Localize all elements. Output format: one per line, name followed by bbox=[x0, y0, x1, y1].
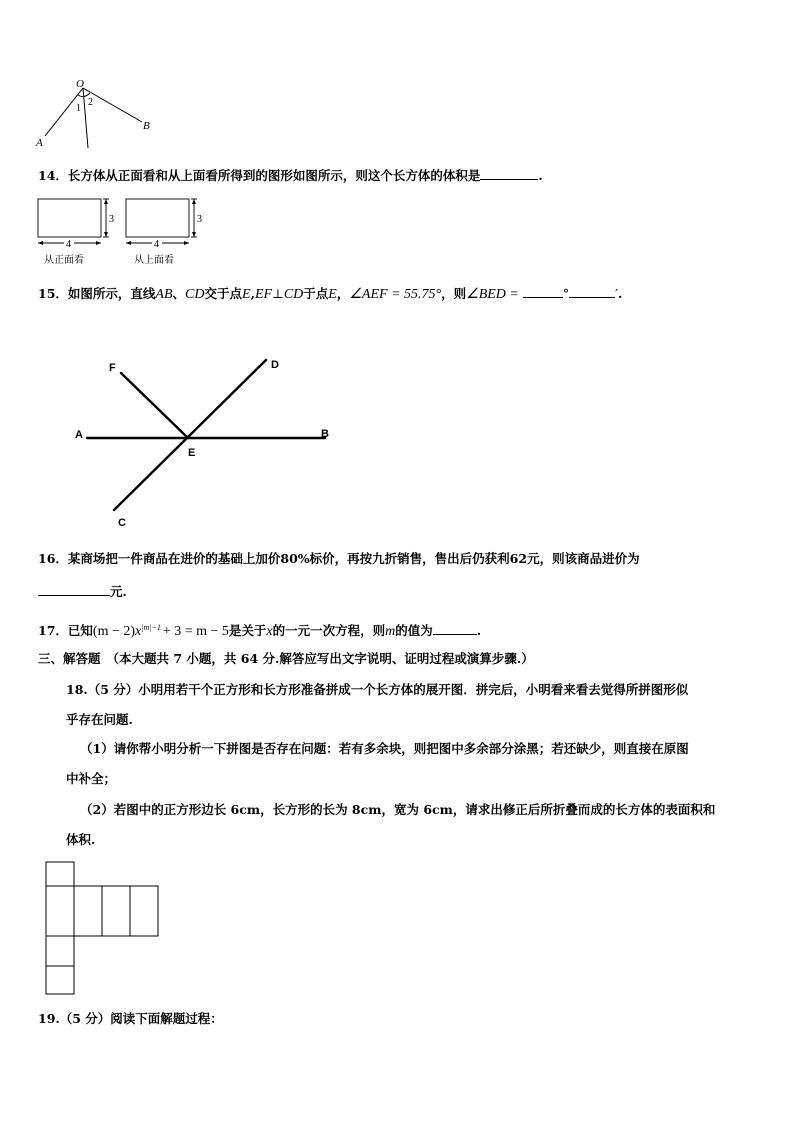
top-view-rect bbox=[126, 199, 189, 237]
label-F: F bbox=[109, 362, 116, 374]
top-view-caption: 从上面看 bbox=[134, 255, 174, 266]
front-width-label: 4 bbox=[66, 239, 71, 250]
label-B: B bbox=[143, 120, 150, 132]
question-18-line1: 18.（5 分）小明用若干个正方形和长方形准备拼成一个长方体的展开图．拼完后，小明看来看去觉得所拼图形似 bbox=[66, 682, 689, 697]
ray-EF bbox=[121, 373, 188, 438]
label-B: B bbox=[321, 428, 329, 440]
label-A: A bbox=[36, 137, 43, 149]
answer-blank[interactable] bbox=[480, 167, 538, 180]
top-width-label: 4 bbox=[154, 239, 159, 250]
net-top-square bbox=[46, 862, 74, 886]
degree-blank[interactable] bbox=[523, 285, 563, 298]
net-rect-3 bbox=[102, 886, 130, 936]
minute-blank[interactable] bbox=[569, 285, 615, 298]
question-14: 14．长方体从正面看和从上面看所得到的图形如图所示，则这个长方体的体积是 . bbox=[38, 168, 543, 183]
net-rect-4 bbox=[130, 886, 158, 936]
answer-blank[interactable] bbox=[38, 583, 110, 596]
top-height-label: 3 bbox=[197, 214, 202, 225]
net-rect-2 bbox=[74, 886, 102, 936]
question-18-line2: 乎存在问题. bbox=[66, 712, 133, 727]
q15-lines-figure bbox=[70, 352, 340, 532]
net-lower-rect bbox=[46, 936, 74, 966]
question-15: 15．如图所示，直线AB、CD交于点E,EF⊥CD于点E，∠AEF = 55.75°，则∠BED = ° ′. bbox=[38, 286, 623, 302]
label-angle-2: 2 bbox=[88, 97, 93, 108]
question-18-part1-line1: （1）请你帮小明分析一下拼图是否存在问题：若有多余块，则把图中多余部分涂黑；若还缺少，则直接在原图 bbox=[80, 741, 689, 756]
q13-angle-figure bbox=[30, 76, 160, 150]
front-view-rect bbox=[38, 199, 101, 237]
net-left-rect bbox=[46, 886, 74, 936]
section-3-heading: 三、解答题 （本大题共 7 小题，共 64 分.解答应写出文字说明、证明过程或演算步骤.） bbox=[38, 651, 534, 666]
label-angle-1: 1 bbox=[76, 103, 81, 114]
line-CD bbox=[114, 360, 266, 510]
label-A: A bbox=[75, 429, 83, 441]
q18-net-figure bbox=[42, 858, 164, 1000]
question-16-line2: 元. bbox=[38, 583, 127, 601]
net-bottom-square bbox=[46, 966, 74, 994]
question-18-part2-line2: 体积. bbox=[66, 832, 96, 847]
question-18-part1-line2: 中补全； bbox=[66, 771, 117, 786]
front-height-label: 3 bbox=[109, 214, 114, 225]
question-18-part2-line1: （2）若图中的正方形边长 6cm，长方形的长为 8cm，宽为 6cm，请求出修正后所折叠而成的长方体的表面积和 bbox=[80, 802, 716, 817]
front-view-caption: 从正面看 bbox=[44, 255, 84, 266]
question-17: 17．已知$(m - 2)x^{|m|-1} + 3 = m - 5$是关于x的一元一次方程，则m的值为 . bbox=[38, 623, 482, 640]
label-O: O bbox=[76, 78, 84, 90]
label-D: D bbox=[271, 359, 279, 371]
question-19: 19.（5 分）阅读下面解题过程： bbox=[38, 1011, 223, 1026]
q14-views-figure bbox=[36, 196, 206, 268]
label-C: C bbox=[118, 517, 126, 529]
label-E: E bbox=[188, 447, 196, 459]
question-16: 16．某商场把一件商品在进价的基础上加价80%标价，再按九折销售，售出后仍获利62元，则该商品进价为 bbox=[38, 551, 640, 566]
answer-blank[interactable] bbox=[433, 622, 477, 635]
